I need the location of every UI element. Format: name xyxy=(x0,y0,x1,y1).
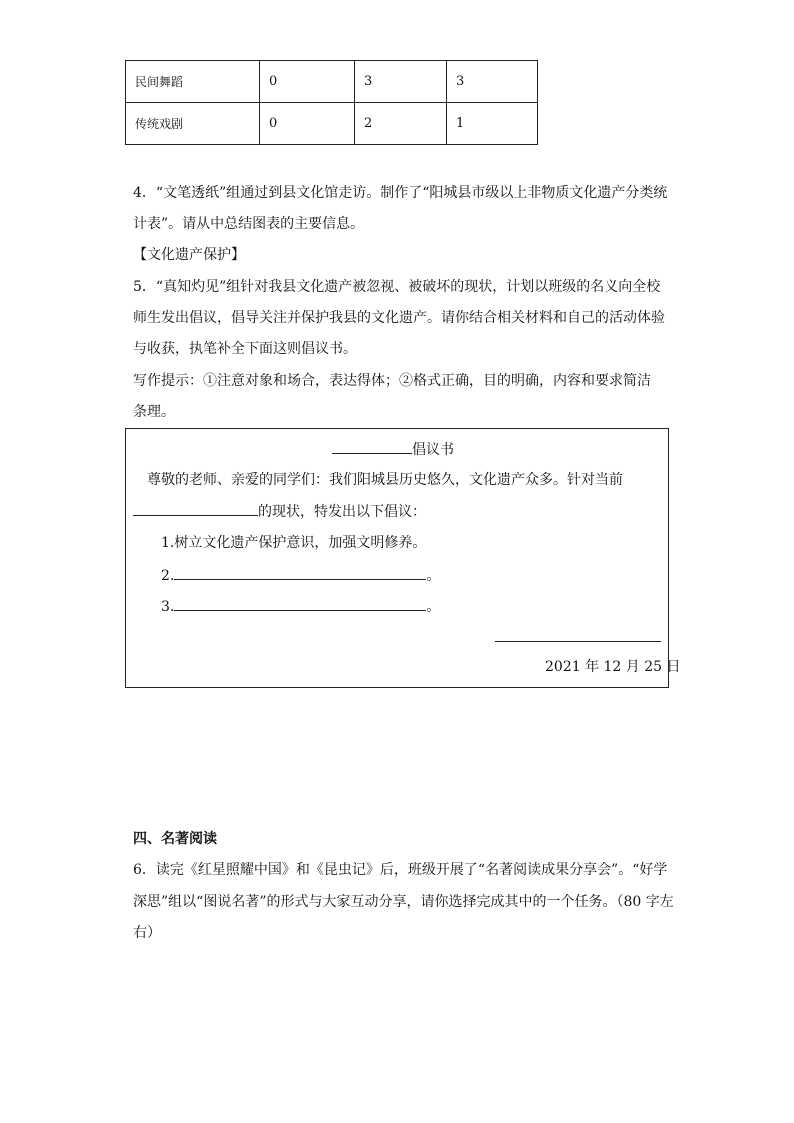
q6-text-line: 右） xyxy=(133,925,161,941)
signature-blank-field[interactable] xyxy=(495,641,661,642)
table-cell: 民间舞蹈 xyxy=(126,61,260,103)
proposal-date: 2021 年 12 月 25 日 xyxy=(545,659,681,675)
proposal-letter-box xyxy=(125,428,681,688)
item-2-blank-field[interactable] xyxy=(174,565,426,580)
table-cell: 传统戏剧 xyxy=(126,103,260,145)
writing-tips-line: 条理。 xyxy=(133,404,175,420)
table-cell: 1 xyxy=(447,103,538,145)
q5-text-line: 师生发出倡议，倡导关注并保护我县的文化遗产。请你结合相关材料和自己的活动体验 xyxy=(133,310,665,326)
section-heading-heritage: 【文化遗产保护】 xyxy=(133,247,245,263)
proposal-title: 倡议书 xyxy=(412,442,454,458)
table-cell: 0 xyxy=(260,61,355,103)
situation-blank-field[interactable] xyxy=(133,501,258,516)
table-cell: 3 xyxy=(355,61,447,103)
q6-text-line: 6．读完《红星照耀中国》和《昆虫记》后，班级开展了“名著阅读成果分享会”。“好学 xyxy=(133,862,668,878)
item-end-mark: 。 xyxy=(426,568,441,584)
proposal-situation-row xyxy=(133,501,426,522)
table-cell: 2 xyxy=(355,103,447,145)
q4-text-line: 计表”。请从中总结图表的主要信息。 xyxy=(133,216,365,232)
proposal-title-row xyxy=(332,439,454,460)
proposal-item-3 xyxy=(161,596,440,617)
table-row xyxy=(126,103,538,145)
table-cell: 0 xyxy=(260,103,355,145)
title-blank-field[interactable] xyxy=(332,439,412,454)
table-row xyxy=(126,61,538,103)
q5-text-line: 5．“真知灼见”组针对我县文化遗产被忽视、被破坏的现状，计划以班级的名义向全校 xyxy=(133,279,661,295)
section-heading-classics: 四、名著阅读 xyxy=(133,831,217,847)
item-number: 3. xyxy=(161,599,175,615)
proposal-situation-text: 的现状，特发出以下倡议： xyxy=(258,504,426,520)
proposal-item-2 xyxy=(161,565,440,586)
q6-text-line: 深思”组以“图说名著”的形式与大家互动分享，请你选择完成其中的一个任务。（80 字左 xyxy=(133,894,674,910)
q4-text-line: 4．“文笔透纸”组通过到县文化馆走访。制作了“阳城县市级以上非物质文化遗产分类统 xyxy=(133,185,668,201)
proposal-item-1: 1.树立文化遗产保护意识，加强文明修养。 xyxy=(161,535,427,551)
item-3-blank-field[interactable] xyxy=(174,596,426,611)
item-end-mark: 。 xyxy=(426,599,441,615)
writing-tips-line: 写作提示：①注意对象和场合，表达得体；②格式正确，目的明确，内容和要求简洁 xyxy=(133,373,651,389)
proposal-greeting-line: 尊敬的老师、亲爱的同学们：我们阳城县历史悠久，文化遗产众多。针对当前 xyxy=(147,472,623,488)
heritage-stat-table xyxy=(125,60,538,145)
item-number: 2. xyxy=(161,568,175,584)
table-cell: 3 xyxy=(447,61,538,103)
q5-text-line: 与收获，执笔补全下面这则倡议书。 xyxy=(133,341,357,357)
